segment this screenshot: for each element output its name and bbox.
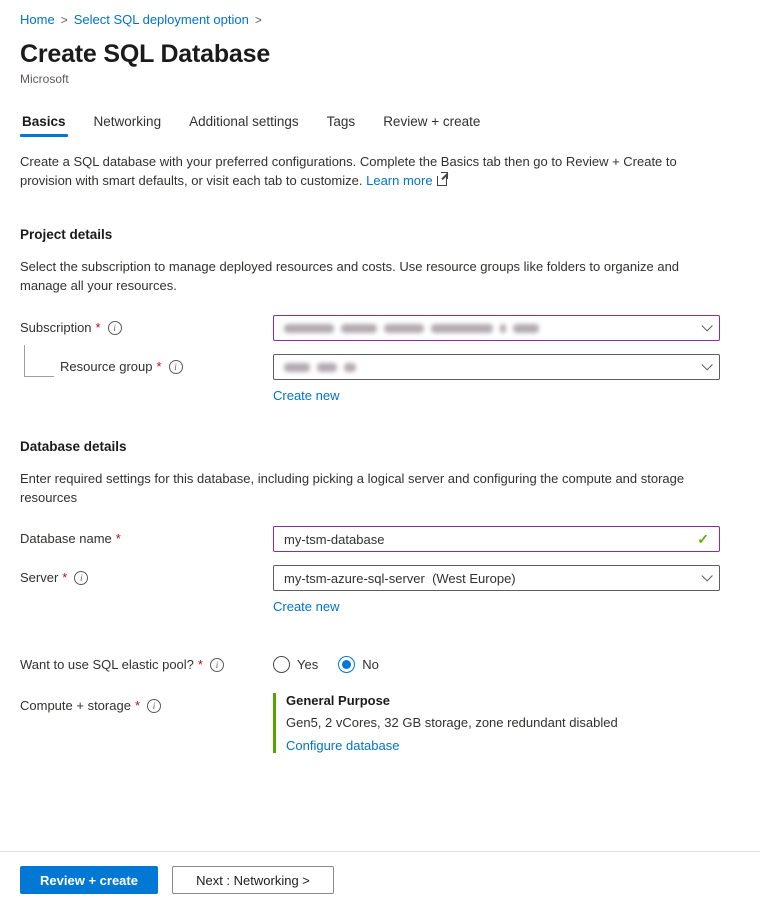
required-marker: * [197,657,203,673]
resource-group-dropdown[interactable] [273,354,720,380]
compute-storage-row [20,693,740,753]
elastic-pool-no-label: No [362,657,379,673]
resource-group-label-group [20,354,273,374]
database-name-field-wrapper [273,526,720,552]
database-details-heading: Database details [20,439,127,455]
footer-divider [0,851,760,852]
compute-storage-label-group [20,693,273,713]
elastic-pool-yes-option[interactable] [273,656,318,673]
elastic-pool-radio-group [273,652,720,673]
required-marker: * [156,359,162,375]
compute-storage-summary [273,693,720,753]
resource-group-redacted-value [284,363,356,372]
elastic-pool-no-option[interactable] [338,656,379,673]
chevron-down-icon [701,360,712,371]
breadcrumb-separator: > [60,13,68,27]
database-details-description: Enter required settings for this database, including picking a logical server and configuring the compute and storage resources [20,471,685,506]
required-marker: * [62,570,68,586]
footer-actions [20,866,334,894]
tab-additional-settings[interactable]: Additional settings [189,114,299,129]
radio-unselected-icon[interactable] [273,656,290,673]
project-details-heading: Project details [20,226,113,242]
chevron-down-icon [701,570,712,581]
learn-more-link[interactable]: Learn more [366,172,433,188]
project-details-form [20,315,740,403]
tab-review-create[interactable]: Review + create [383,114,481,129]
create-new-resource-group-link[interactable]: Create new [273,388,340,404]
tab-networking[interactable]: Networking [93,114,162,129]
tab-bar [20,114,740,137]
info-icon[interactable]: i [210,658,224,672]
elastic-pool-row [20,652,740,673]
tab-basics[interactable]: Basics [20,114,68,137]
breadcrumb-separator: > [254,13,262,27]
review-create-button[interactable]: Review + create [20,866,158,894]
next-networking-button[interactable]: Next : Networking > [172,866,334,894]
breadcrumb [20,12,740,27]
info-icon[interactable]: i [169,360,183,374]
server-dropdown[interactable] [273,565,720,591]
server-label-group [20,565,273,585]
info-icon[interactable]: i [74,571,88,585]
compute-storage-label: Compute + storage [20,698,131,714]
subscription-label-group [20,315,273,335]
database-name-input[interactable] [284,532,697,547]
tab-tags[interactable]: Tags [326,114,356,129]
radio-selected-icon[interactable] [338,656,355,673]
subscription-dropdown[interactable] [273,315,720,341]
subscription-label: Subscription [20,320,92,336]
valid-checkmark-icon: ✓ [697,530,709,547]
elastic-pool-label-group [20,652,273,672]
required-marker: * [115,531,121,547]
database-name-label: Database name [20,531,112,547]
database-name-label-group [20,526,273,546]
publisher-label: Microsoft [20,72,69,86]
info-icon[interactable]: i [108,321,122,335]
create-new-server-link[interactable]: Create new [273,599,340,615]
info-icon[interactable]: i [147,699,161,713]
compute-configuration: Gen5, 2 vCores, 32 GB storage, zone redundant disabled [286,715,618,731]
server-row [20,565,740,614]
breadcrumb-home-link[interactable]: Home [20,12,55,27]
database-name-row [20,526,740,552]
intro-description: Create a SQL database with your preferred configurations. Complete the Basics tab then go to Review + Create to provision with smart defaults, or visit each tab to customize. [20,154,677,188]
server-selected-value: my-tsm-azure-sql-server (West Europe) [284,570,516,586]
resource-group-row [20,354,740,403]
subscription-resource-group-connector [24,345,54,377]
page-title: Create SQL Database [20,40,271,68]
chevron-down-icon [701,321,712,332]
subscription-row [20,315,740,341]
project-details-description: Select the subscription to manage deployed resources and costs. Use resource groups like folders to organize and manage all your resources. [20,258,680,293]
intro-text [20,153,720,191]
resource-group-label: Resource group [60,359,153,375]
elastic-pool-label: Want to use SQL elastic pool? [20,657,194,673]
subscription-redacted-value [284,324,539,333]
elastic-pool-yes-label: Yes [297,657,319,673]
required-marker: * [95,320,101,336]
server-label: Server [20,570,59,586]
configure-database-link[interactable]: Configure database [286,738,400,754]
external-link-icon [437,176,447,186]
compute-tier-name: General Purpose [286,693,391,709]
breadcrumb-sql-deployment-link[interactable]: Select SQL deployment option [73,12,249,27]
required-marker: * [134,698,140,714]
